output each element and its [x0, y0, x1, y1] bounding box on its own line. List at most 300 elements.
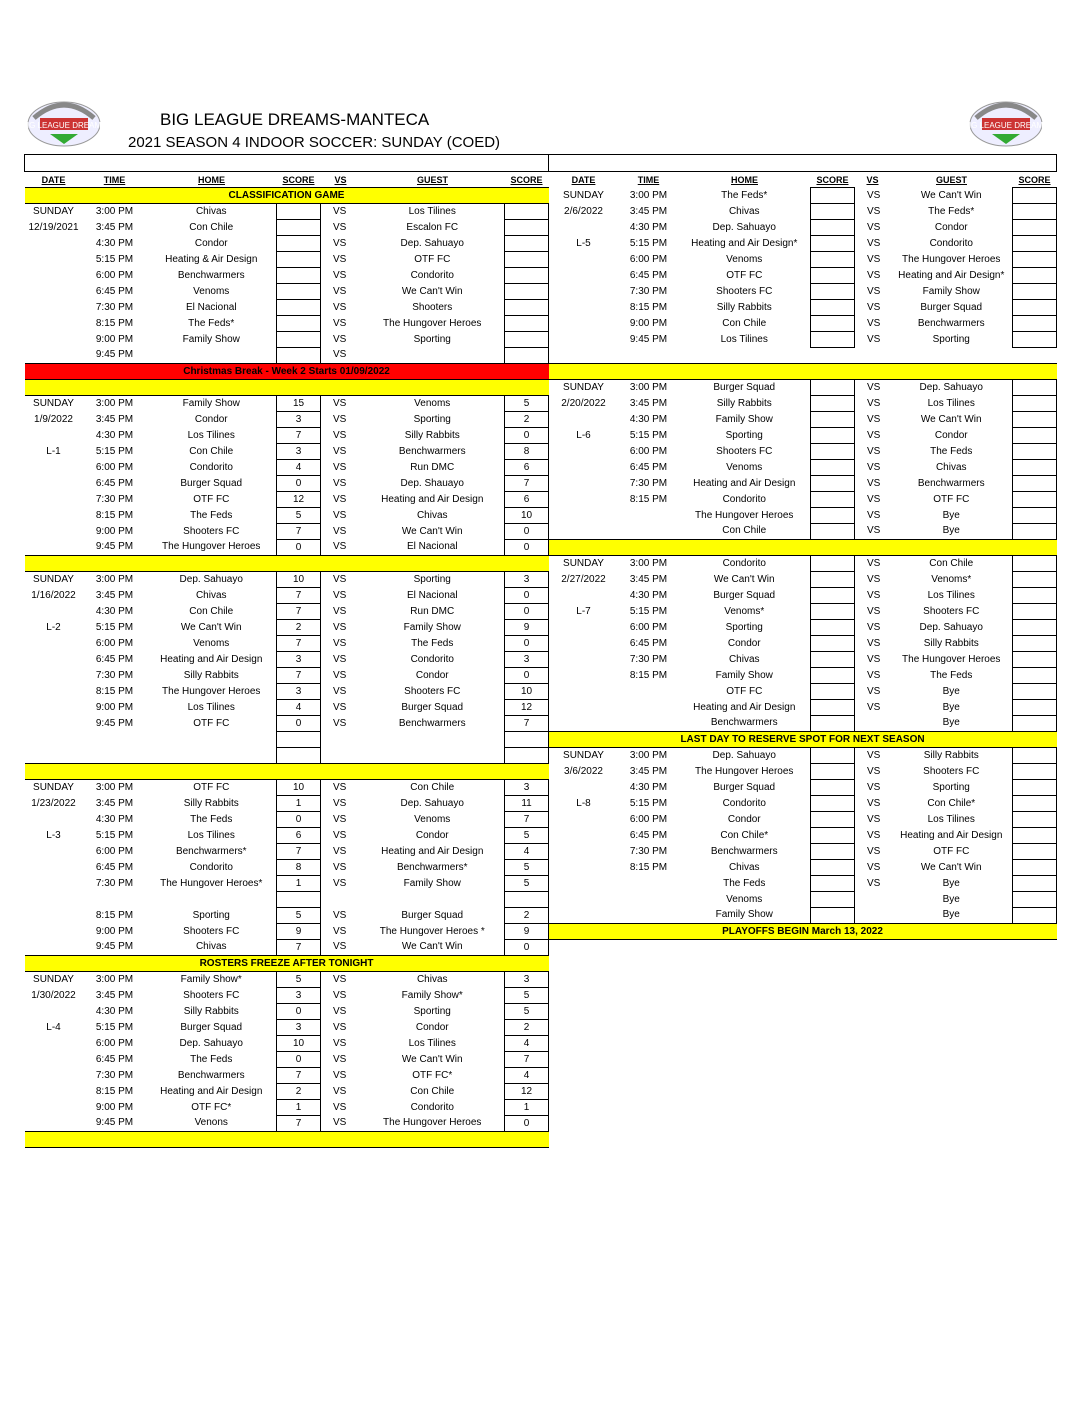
home-score[interactable]: 3 [277, 988, 321, 1004]
vs-label: VS [321, 412, 361, 428]
home-score[interactable] [811, 652, 855, 668]
guest-score[interactable]: 7 [505, 716, 549, 732]
home-score[interactable]: 0 [277, 1052, 321, 1068]
guest-score[interactable]: 10 [505, 684, 549, 700]
guest-score[interactable] [1013, 764, 1057, 780]
guest-team: The Hungover Heroes * [379, 925, 485, 937]
home-score[interactable]: 4 [277, 460, 321, 476]
guest-score[interactable]: 5 [505, 876, 549, 892]
guest-score[interactable] [1013, 220, 1057, 236]
game-time: 3:00 PM [629, 557, 668, 569]
home-score[interactable]: 3 [277, 684, 321, 700]
guest-score[interactable] [1013, 796, 1057, 812]
home-score[interactable] [811, 604, 855, 620]
guest-score[interactable]: 5 [505, 1004, 549, 1020]
guest-score[interactable]: 0 [505, 524, 549, 540]
guest-score[interactable] [505, 236, 549, 252]
home-score[interactable] [811, 236, 855, 252]
home-score[interactable] [811, 812, 855, 828]
game-time: 9:00 PM [95, 701, 134, 713]
home-score[interactable] [811, 780, 855, 796]
home-score[interactable] [811, 556, 855, 572]
game-row [549, 524, 1057, 540]
guest-score[interactable]: 7 [505, 476, 549, 492]
guest-score[interactable]: 3 [505, 972, 549, 988]
game-date [549, 636, 619, 652]
guest-score[interactable] [1013, 492, 1057, 508]
home-score[interactable] [277, 348, 321, 364]
home-score[interactable]: 1 [277, 1100, 321, 1116]
guest-score[interactable]: 9 [505, 924, 549, 940]
home-score[interactable]: 0 [277, 716, 321, 732]
game-row [25, 268, 549, 284]
home-score[interactable] [811, 444, 855, 460]
home-score[interactable]: 5 [277, 508, 321, 524]
section-band-text: ROSTERS FREEZE AFTER TONIGHT [25, 956, 549, 972]
guest-team: Run DMC [410, 605, 455, 617]
home-score[interactable]: 7 [277, 1116, 321, 1132]
guest-score[interactable]: 0 [505, 428, 549, 444]
home-score[interactable] [811, 396, 855, 412]
home-score[interactable]: 7 [277, 428, 321, 444]
home-score[interactable]: 3 [277, 444, 321, 460]
guest-score[interactable]: 5 [505, 988, 549, 1004]
game-row [549, 268, 1057, 284]
home-score[interactable] [277, 316, 321, 332]
game-time: 4:30 PM [629, 413, 668, 425]
home-score[interactable] [811, 524, 855, 540]
home-score[interactable] [811, 252, 855, 268]
home-score[interactable]: 7 [277, 604, 321, 620]
vs-label: VS [321, 1052, 361, 1068]
game-time: 5:15 PM [629, 605, 668, 617]
game-date: SUNDAY [33, 781, 74, 793]
game-row [25, 636, 549, 652]
game-time: 7:30 PM [95, 1069, 134, 1081]
guest-score[interactable] [1013, 508, 1057, 524]
home-score[interactable]: 7 [277, 588, 321, 604]
vs-label: VS [855, 396, 891, 412]
home-team: Condor [727, 813, 761, 825]
game-date [25, 524, 83, 540]
vs-label: VS [855, 652, 891, 668]
guest-score[interactable] [1013, 668, 1057, 684]
guest-score[interactable] [1013, 748, 1057, 764]
home-score[interactable] [811, 428, 855, 444]
home-score[interactable] [811, 588, 855, 604]
guest-score[interactable]: 0 [505, 588, 549, 604]
home-score[interactable] [277, 236, 321, 252]
guest-score[interactable] [1013, 252, 1057, 268]
home-score[interactable]: 0 [277, 476, 321, 492]
home-score[interactable] [811, 476, 855, 492]
guest-score[interactable]: 1 [505, 1100, 549, 1116]
svg-text:BIG LEAGUE DREAMS: BIG LEAGUE DREAMS [22, 121, 106, 130]
game-row [25, 828, 549, 844]
guest-team: Benchwarmers [917, 477, 985, 489]
guest-score[interactable]: 0 [505, 1116, 549, 1132]
home-score[interactable] [811, 204, 855, 220]
guest-score[interactable]: 3 [505, 652, 549, 668]
guest-team: Bye [942, 685, 960, 697]
guest-score[interactable] [1013, 268, 1057, 284]
guest-score[interactable] [1013, 572, 1057, 588]
home-team: Dep. Sahuayo [712, 221, 776, 233]
guest-score[interactable] [1013, 476, 1057, 492]
guest-score[interactable]: 6 [505, 460, 549, 476]
guest-score[interactable]: 2 [505, 412, 549, 428]
game-row [25, 1084, 549, 1100]
guest-team: Los Tilines [927, 813, 975, 825]
guest-score[interactable] [1013, 604, 1057, 620]
guest-score[interactable]: 10 [505, 508, 549, 524]
game-date [25, 268, 83, 284]
column-header: HOME [731, 174, 758, 185]
guest-team: Dep. Sahuayo [400, 797, 464, 809]
game-date [549, 444, 619, 460]
home-team: Family Show [715, 413, 773, 425]
home-score[interactable] [811, 620, 855, 636]
schedule-left [24, 154, 548, 1148]
home-team: Silly Rabbits [183, 797, 239, 809]
vs-label: VS [321, 668, 361, 684]
vs-label: VS [855, 284, 891, 300]
big-league-dreams-logo-right [964, 88, 1048, 150]
guest-score[interactable] [1013, 236, 1057, 252]
guest-score[interactable] [1013, 428, 1057, 444]
guest-score[interactable] [1013, 412, 1057, 428]
guest-team: Family Show [403, 621, 461, 633]
game-date [25, 332, 83, 348]
home-score[interactable]: 9 [277, 924, 321, 940]
big-league-dreams-logo-left [22, 88, 106, 150]
guest-score[interactable]: 0 [505, 668, 549, 684]
guest-score[interactable]: 8 [505, 444, 549, 460]
home-score[interactable] [811, 860, 855, 876]
guest-score[interactable] [1013, 828, 1057, 844]
home-score[interactable] [277, 268, 321, 284]
game-time: 7:30 PM [629, 653, 668, 665]
guest-score[interactable] [1013, 716, 1057, 732]
game-row [25, 396, 549, 412]
home-score[interactable] [811, 380, 855, 396]
vs-label: VS [855, 604, 891, 620]
home-score[interactable] [811, 700, 855, 716]
guest-score[interactable] [1013, 780, 1057, 796]
guest-score[interactable] [505, 300, 549, 316]
home-score[interactable]: 7 [277, 940, 321, 956]
guest-score[interactable] [1013, 524, 1057, 540]
home-score[interactable] [811, 268, 855, 284]
guest-score[interactable]: 3 [505, 572, 549, 588]
game-row [25, 508, 549, 524]
home-score[interactable]: 8 [277, 860, 321, 876]
vs-label: VS [321, 988, 361, 1004]
guest-score[interactable]: 0 [505, 540, 549, 556]
vs-label: VS [321, 700, 361, 716]
guest-score[interactable] [1013, 188, 1057, 204]
vs-label: VS [855, 780, 891, 796]
guest-team: Bye [942, 893, 960, 905]
guest-team: Shooters FC [923, 605, 980, 617]
game-time: 9:00 PM [95, 925, 134, 937]
game-date [549, 284, 619, 300]
guest-score[interactable] [505, 892, 549, 908]
guest-score[interactable]: 9 [505, 620, 549, 636]
home-score[interactable]: 0 [277, 540, 321, 556]
game-row [549, 908, 1057, 924]
section-band [25, 364, 549, 380]
guest-score[interactable] [505, 204, 549, 220]
home-score[interactable] [811, 284, 855, 300]
game-date: 2/6/2022 [564, 205, 603, 217]
game-row [549, 332, 1057, 348]
guest-score[interactable] [1013, 380, 1057, 396]
game-date [25, 348, 83, 364]
guest-team: Con Chile [410, 781, 455, 793]
home-score[interactable] [811, 796, 855, 812]
home-score[interactable]: 1 [277, 876, 321, 892]
guest-score[interactable] [1013, 684, 1057, 700]
section-band [25, 1132, 549, 1148]
home-score[interactable] [811, 828, 855, 844]
game-row [549, 236, 1057, 252]
guest-score[interactable] [1013, 396, 1057, 412]
home-score[interactable] [811, 764, 855, 780]
home-score[interactable]: 7 [277, 636, 321, 652]
game-time: 6:45 PM [95, 285, 134, 297]
home-score[interactable]: 3 [277, 412, 321, 428]
guest-score[interactable] [1013, 444, 1057, 460]
home-score[interactable] [811, 508, 855, 524]
guest-score[interactable] [1013, 316, 1057, 332]
home-team: Chivas [728, 653, 760, 665]
guest-score[interactable] [1013, 636, 1057, 652]
game-time: 3:00 PM [95, 573, 134, 585]
game-date [549, 492, 619, 508]
home-score[interactable] [277, 220, 321, 236]
game-date: L-6 [576, 429, 591, 441]
guest-score[interactable]: 5 [505, 396, 549, 412]
home-team: Chivas [195, 205, 227, 217]
home-score[interactable] [277, 300, 321, 316]
guest-score[interactable]: 12 [505, 700, 549, 716]
home-score[interactable]: 7 [277, 668, 321, 684]
home-score[interactable] [811, 220, 855, 236]
guest-score[interactable] [1013, 860, 1057, 876]
guest-score[interactable] [1013, 556, 1057, 572]
guest-score[interactable] [1013, 204, 1057, 220]
home-team: Benchwarmers [177, 1069, 245, 1081]
home-score[interactable]: 4 [277, 700, 321, 716]
page-subtitle: 2021 SEASON 4 INDOOR SOCCER: SUNDAY (COED) [128, 134, 501, 151]
home-score[interactable]: 12 [277, 492, 321, 508]
home-score[interactable] [811, 188, 855, 204]
guest-score[interactable]: 4 [505, 1068, 549, 1084]
home-score[interactable]: 10 [277, 1036, 321, 1052]
guest-team: Condor [415, 669, 449, 681]
guest-score[interactable]: 11 [505, 796, 549, 812]
game-time: 4:30 PM [95, 813, 134, 825]
home-score[interactable] [811, 892, 855, 908]
guest-score[interactable]: 12 [505, 1084, 549, 1100]
game-date: 1/16/2022 [31, 589, 76, 601]
guest-score[interactable] [1013, 300, 1057, 316]
home-score[interactable] [811, 876, 855, 892]
game-row [25, 796, 549, 812]
game-date [549, 908, 619, 924]
home-team: Family Show* [180, 973, 242, 985]
guest-team: Family Show [403, 877, 461, 889]
guest-score[interactable] [1013, 844, 1057, 860]
game-row [25, 284, 549, 300]
home-score[interactable] [277, 332, 321, 348]
guest-score[interactable] [505, 252, 549, 268]
home-score[interactable] [811, 908, 855, 924]
guest-score[interactable] [505, 316, 549, 332]
vs-label: VS [855, 684, 891, 700]
guest-score[interactable]: 5 [505, 860, 549, 876]
home-score[interactable]: 7 [277, 1068, 321, 1084]
home-score[interactable] [277, 748, 321, 764]
column-header: VS [334, 174, 347, 185]
guest-score[interactable] [1013, 332, 1057, 348]
home-score[interactable] [277, 252, 321, 268]
guest-score[interactable] [1013, 812, 1057, 828]
guest-score[interactable] [1013, 876, 1057, 892]
game-time: 8:15 PM [95, 909, 134, 921]
vs-label: VS [321, 604, 361, 620]
home-score[interactable]: 2 [277, 1084, 321, 1100]
home-team: Sporting [725, 429, 763, 441]
section-band-text [25, 380, 549, 396]
vs-label: VS [855, 524, 891, 540]
game-date [25, 716, 83, 732]
home-team: OTF FC [193, 493, 230, 505]
guest-score[interactable] [505, 332, 549, 348]
guest-score[interactable] [1013, 652, 1057, 668]
guest-score[interactable] [505, 348, 549, 364]
home-score[interactable]: 2 [277, 620, 321, 636]
home-score[interactable]: 5 [277, 908, 321, 924]
game-row [549, 892, 1057, 908]
home-team: The Hungover Heroes [162, 685, 261, 697]
home-score[interactable] [811, 844, 855, 860]
guest-score[interactable]: 7 [505, 1052, 549, 1068]
vs-label: VS [321, 508, 361, 524]
guest-score[interactable]: 0 [505, 940, 549, 956]
guest-score[interactable]: 5 [505, 828, 549, 844]
guest-team: Bye [942, 877, 960, 889]
guest-score[interactable]: 2 [505, 1020, 549, 1036]
guest-score[interactable] [505, 220, 549, 236]
game-row [25, 860, 549, 876]
guest-team: The Feds* [928, 205, 975, 217]
home-score[interactable]: 1 [277, 796, 321, 812]
guest-score[interactable] [1013, 700, 1057, 716]
home-score[interactable]: 0 [277, 1004, 321, 1020]
guest-score[interactable]: 0 [505, 636, 549, 652]
vs-label: VS [321, 1004, 361, 1020]
home-score[interactable] [277, 284, 321, 300]
guest-score[interactable] [1013, 908, 1057, 924]
game-date [549, 700, 619, 716]
home-score[interactable] [277, 204, 321, 220]
home-score[interactable] [811, 412, 855, 428]
guest-team: Shooters FC [404, 685, 461, 697]
game-date [25, 1116, 83, 1132]
guest-score[interactable]: 2 [505, 908, 549, 924]
home-score[interactable]: 7 [277, 524, 321, 540]
guest-score[interactable] [505, 268, 549, 284]
home-team: Shooters FC [716, 445, 773, 457]
home-score[interactable] [277, 732, 321, 748]
home-score[interactable] [811, 668, 855, 684]
home-score[interactable]: 5 [277, 972, 321, 988]
game-row [25, 940, 549, 956]
home-score[interactable] [811, 300, 855, 316]
game-time: 3:45 PM [629, 205, 668, 217]
guest-score[interactable] [1013, 460, 1057, 476]
guest-team: Sporting [413, 573, 451, 585]
guest-score[interactable] [1013, 588, 1057, 604]
guest-score[interactable] [505, 748, 549, 764]
game-date [25, 252, 83, 268]
guest-score[interactable]: 7 [505, 812, 549, 828]
home-score[interactable]: 3 [277, 652, 321, 668]
vs-label: VS [855, 476, 891, 492]
guest-score[interactable] [1013, 620, 1057, 636]
guest-score[interactable] [1013, 892, 1057, 908]
guest-score[interactable] [505, 732, 549, 748]
home-score[interactable] [277, 892, 321, 908]
guest-score[interactable]: 4 [505, 1036, 549, 1052]
guest-score[interactable]: 6 [505, 492, 549, 508]
home-score[interactable]: 6 [277, 828, 321, 844]
home-score[interactable] [811, 636, 855, 652]
home-score[interactable]: 15 [277, 396, 321, 412]
home-score[interactable] [811, 684, 855, 700]
section-band-text [549, 364, 1057, 380]
guest-score[interactable] [1013, 284, 1057, 300]
home-score[interactable] [811, 460, 855, 476]
home-score[interactable] [811, 572, 855, 588]
game-row [549, 652, 1057, 668]
column-header: TIME [103, 174, 126, 185]
home-score[interactable] [811, 748, 855, 764]
vs-label [321, 892, 361, 908]
section-band [549, 540, 1057, 556]
home-score[interactable] [811, 492, 855, 508]
home-score[interactable] [811, 716, 855, 732]
home-score[interactable]: 7 [277, 844, 321, 860]
game-row [549, 700, 1057, 716]
home-score[interactable]: 3 [277, 1020, 321, 1036]
home-score[interactable]: 0 [277, 812, 321, 828]
guest-score[interactable] [505, 284, 549, 300]
home-score[interactable]: 10 [277, 572, 321, 588]
guest-score[interactable]: 0 [505, 604, 549, 620]
vs-label: VS [321, 684, 361, 700]
home-score[interactable]: 10 [277, 780, 321, 796]
home-score[interactable] [811, 332, 855, 348]
home-team: Sporting [725, 621, 763, 633]
game-time: 3:00 PM [95, 973, 134, 985]
home-score[interactable] [811, 316, 855, 332]
guest-score[interactable]: 3 [505, 780, 549, 796]
game-time: 9:00 PM [95, 525, 134, 537]
guest-score[interactable]: 4 [505, 844, 549, 860]
